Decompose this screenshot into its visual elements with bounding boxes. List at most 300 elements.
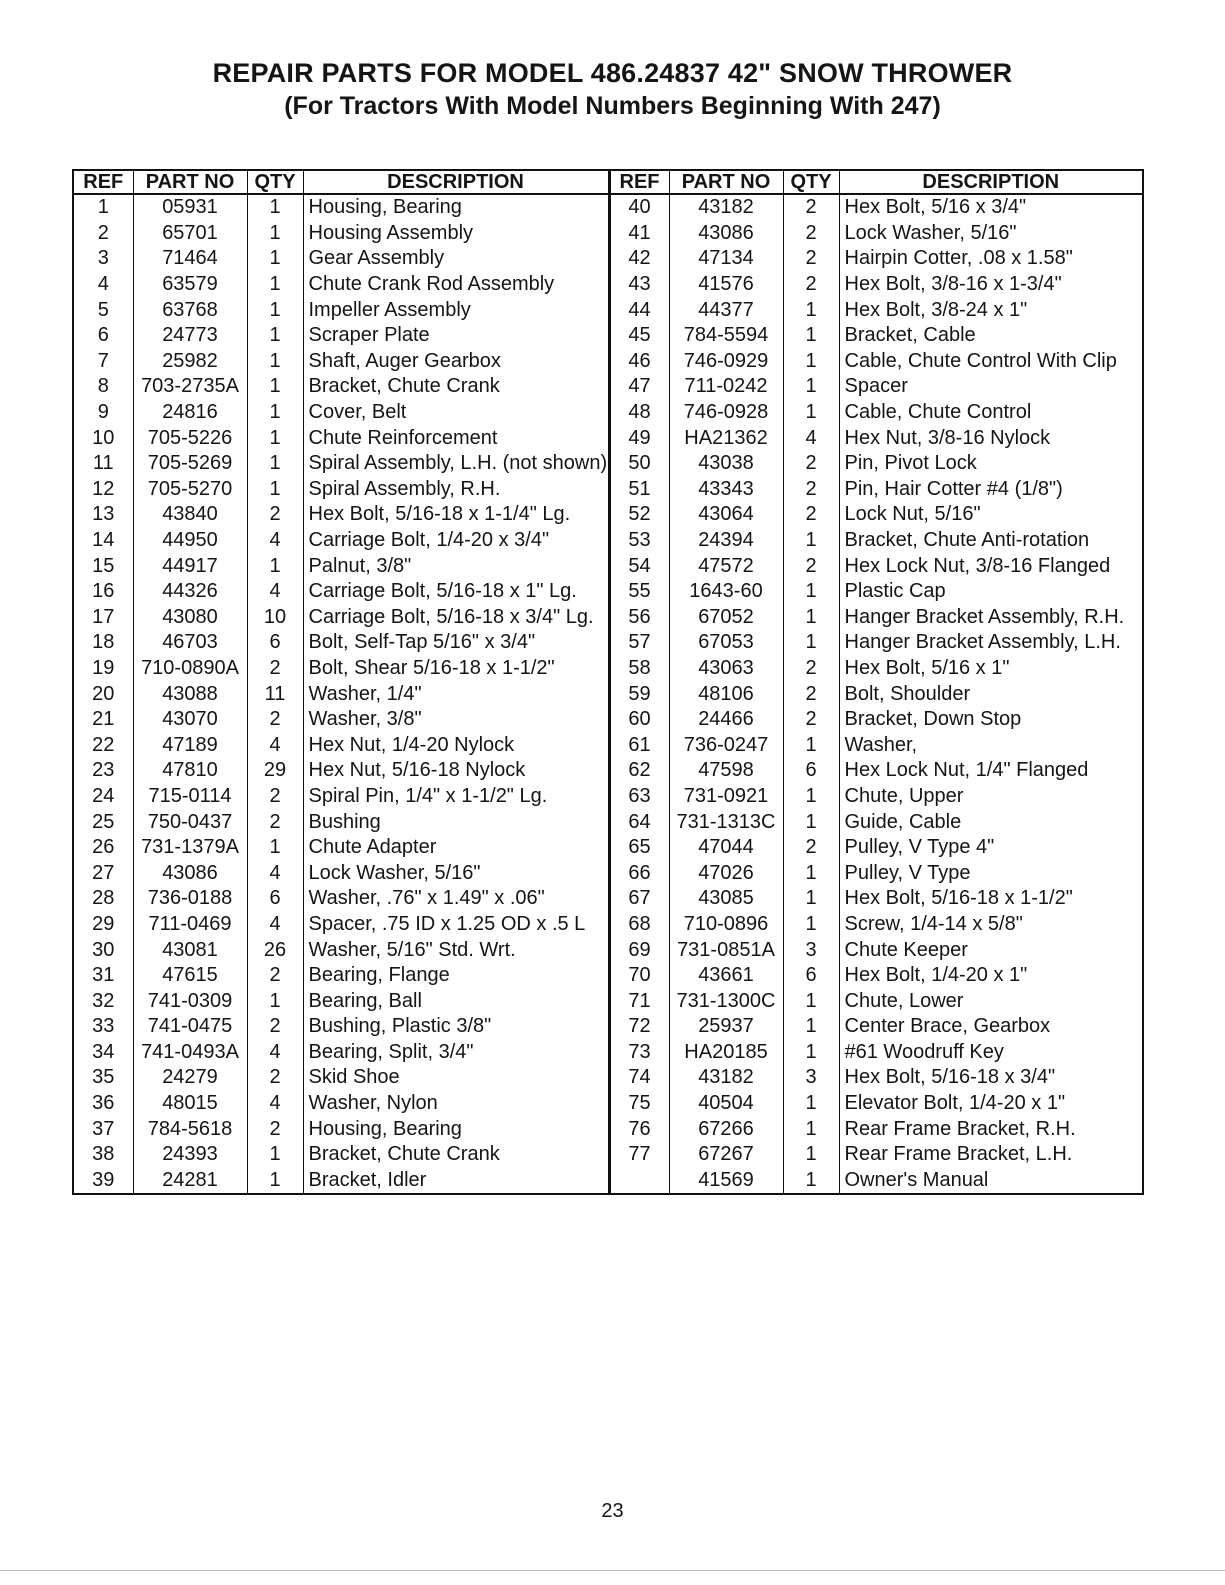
qty-cell: 1	[247, 400, 303, 426]
part-no-cell: 67267	[669, 1142, 783, 1168]
part-no-cell: 741-0475	[133, 1014, 247, 1040]
ref-cell: 24	[73, 784, 133, 810]
part-no-cell: 784-5618	[133, 1116, 247, 1142]
part-no-cell: 1643-60	[669, 579, 783, 605]
part-no-cell: 48106	[669, 681, 783, 707]
part-no-cell: 43064	[669, 502, 783, 528]
description-cell: Palnut, 3/8"	[303, 553, 609, 579]
table-row	[73, 707, 1143, 733]
description-cell: Hex Bolt, 5/16 x 3/4"	[839, 194, 1143, 221]
qty-cell: 3	[783, 937, 839, 963]
ref-cell: 2	[73, 221, 133, 247]
part-no-cell: 43080	[133, 605, 247, 631]
description-cell: Rear Frame Bracket, R.H.	[839, 1116, 1143, 1142]
ref-cell: 50	[609, 451, 669, 477]
qty-cell: 11	[247, 681, 303, 707]
description-cell: Hanger Bracket Assembly, L.H.	[839, 630, 1143, 656]
ref-cell: 19	[73, 656, 133, 682]
table-row	[73, 681, 1143, 707]
part-no-cell: 44917	[133, 553, 247, 579]
part-no-cell: 05931	[133, 194, 247, 221]
part-no-cell: 784-5594	[669, 323, 783, 349]
qty-cell: 1	[783, 605, 839, 631]
description-cell: Bearing, Ball	[303, 988, 609, 1014]
ref-cell: 13	[73, 502, 133, 528]
part-no-cell: 710-0896	[669, 912, 783, 938]
description-cell: Housing, Bearing	[303, 1116, 609, 1142]
ref-cell: 60	[609, 707, 669, 733]
part-no-cell: 741-0309	[133, 988, 247, 1014]
part-no-cell: 43081	[133, 937, 247, 963]
table-row	[73, 809, 1143, 835]
table-row	[73, 963, 1143, 989]
parts-table	[72, 169, 1144, 1195]
part-no-cell: 43840	[133, 502, 247, 528]
ref-cell: 9	[73, 400, 133, 426]
part-no-cell: 41569	[669, 1168, 783, 1195]
qty-cell: 2	[783, 553, 839, 579]
ref-cell: 36	[73, 1091, 133, 1117]
table-row	[73, 784, 1143, 810]
part-no-cell: 715-0114	[133, 784, 247, 810]
description-cell: Bracket, Chute Anti-rotation	[839, 528, 1143, 554]
ref-cell: 22	[73, 732, 133, 758]
part-no-cell: 43038	[669, 451, 783, 477]
description-cell: Scraper Plate	[303, 323, 609, 349]
description-cell: Hairpin Cotter, .08 x 1.58"	[839, 246, 1143, 272]
qty-cell: 2	[247, 1014, 303, 1040]
qty-cell: 1	[247, 425, 303, 451]
ref-cell: 65	[609, 835, 669, 861]
description-cell: Carriage Bolt, 5/16-18 x 3/4" Lg.	[303, 605, 609, 631]
qty-cell: 2	[247, 809, 303, 835]
ref-cell: 7	[73, 349, 133, 375]
description-cell: Washer, Nylon	[303, 1091, 609, 1117]
ref-cell: 12	[73, 477, 133, 503]
ref-cell: 30	[73, 937, 133, 963]
part-no-cell: 71464	[133, 246, 247, 272]
ref-cell: 62	[609, 758, 669, 784]
part-no-cell: 731-0921	[669, 784, 783, 810]
ref-cell: 16	[73, 579, 133, 605]
qty-cell: 1	[247, 477, 303, 503]
ref-cell: 49	[609, 425, 669, 451]
description-cell: Pulley, V Type 4"	[839, 835, 1143, 861]
part-no-cell: 736-0247	[669, 732, 783, 758]
part-no-cell: 24816	[133, 400, 247, 426]
table-row	[73, 374, 1143, 400]
table-row	[73, 1168, 1143, 1195]
ref-cell: 20	[73, 681, 133, 707]
table-row	[73, 835, 1143, 861]
description-cell: Bracket, Chute Crank	[303, 1142, 609, 1168]
ref-cell: 32	[73, 988, 133, 1014]
ref-cell: 73	[609, 1040, 669, 1066]
ref-cell: 48	[609, 400, 669, 426]
part-no-cell: 24394	[669, 528, 783, 554]
table-row	[73, 912, 1143, 938]
part-no-cell: 41576	[669, 272, 783, 298]
ref-cell: 21	[73, 707, 133, 733]
qty-cell: 1	[783, 1014, 839, 1040]
description-cell: Hex Bolt, 5/16 x 1"	[839, 656, 1143, 682]
qty-cell: 1	[783, 400, 839, 426]
qty-cell: 2	[783, 194, 839, 221]
description-cell: Pin, Pivot Lock	[839, 451, 1143, 477]
description-cell: Spiral Pin, 1/4" x 1-1/2" Lg.	[303, 784, 609, 810]
description-cell: Hex Nut, 3/8-16 Nylock	[839, 425, 1143, 451]
ref-cell: 56	[609, 605, 669, 631]
table-row	[73, 502, 1143, 528]
description-cell: Lock Washer, 5/16"	[839, 221, 1143, 247]
qty-cell: 4	[247, 528, 303, 554]
description-cell: Chute, Lower	[839, 988, 1143, 1014]
ref-cell: 46	[609, 349, 669, 375]
part-no-cell: 47134	[669, 246, 783, 272]
table-row	[73, 860, 1143, 886]
description-cell: Bearing, Split, 3/4"	[303, 1040, 609, 1066]
qty-cell: 1	[247, 451, 303, 477]
description-cell: Washer,	[839, 732, 1143, 758]
qty-cell: 1	[783, 1168, 839, 1195]
part-no-cell: 43661	[669, 963, 783, 989]
ref-cell: 44	[609, 297, 669, 323]
qty-cell: 1	[247, 246, 303, 272]
part-no-cell: 44950	[133, 528, 247, 554]
ref-cell: 64	[609, 809, 669, 835]
qty-cell: 1	[783, 579, 839, 605]
description-cell: Carriage Bolt, 5/16-18 x 1" Lg.	[303, 579, 609, 605]
qty-cell: 1	[783, 988, 839, 1014]
part-no-cell: 25982	[133, 349, 247, 375]
qty-cell: 1	[783, 784, 839, 810]
description-cell: Hex Lock Nut, 3/8-16 Flanged	[839, 553, 1143, 579]
qty-cell: 1	[783, 297, 839, 323]
ref-cell: 3	[73, 246, 133, 272]
description-cell: Cable, Chute Control With Clip	[839, 349, 1143, 375]
description-cell: Lock Washer, 5/16"	[303, 860, 609, 886]
qty-cell: 4	[247, 1040, 303, 1066]
part-no-cell: 43086	[133, 860, 247, 886]
column-header-qty: QTY	[247, 170, 303, 194]
qty-cell: 4	[247, 860, 303, 886]
part-no-cell: 24281	[133, 1168, 247, 1195]
part-no-cell: 731-1313C	[669, 809, 783, 835]
ref-cell: 42	[609, 246, 669, 272]
qty-cell: 2	[247, 784, 303, 810]
ref-cell: 28	[73, 886, 133, 912]
ref-cell: 41	[609, 221, 669, 247]
part-no-cell: 736-0188	[133, 886, 247, 912]
ref-cell: 6	[73, 323, 133, 349]
qty-cell: 2	[783, 221, 839, 247]
ref-cell: 4	[73, 272, 133, 298]
part-no-cell: 47189	[133, 732, 247, 758]
description-cell: Impeller Assembly	[303, 297, 609, 323]
qty-cell: 4	[783, 425, 839, 451]
description-cell: Cable, Chute Control	[839, 400, 1143, 426]
ref-cell: 18	[73, 630, 133, 656]
table-row	[73, 349, 1143, 375]
page-subtitle: (For Tractors With Model Numbers Beginning With 247)	[284, 92, 941, 120]
qty-cell: 4	[247, 1091, 303, 1117]
qty-cell: 2	[783, 502, 839, 528]
description-cell: Bracket, Cable	[839, 323, 1143, 349]
qty-cell: 1	[247, 374, 303, 400]
table-row	[73, 246, 1143, 272]
ref-cell: 55	[609, 579, 669, 605]
qty-cell: 1	[247, 835, 303, 861]
part-no-cell: 47810	[133, 758, 247, 784]
ref-cell: 29	[73, 912, 133, 938]
qty-cell: 29	[247, 758, 303, 784]
table-row	[73, 1014, 1143, 1040]
ref-cell: 27	[73, 860, 133, 886]
description-cell: Chute, Upper	[839, 784, 1143, 810]
qty-cell: 10	[247, 605, 303, 631]
description-cell: Elevator Bolt, 1/4-20 x 1"	[839, 1091, 1143, 1117]
table-row	[73, 605, 1143, 631]
qty-cell: 1	[247, 349, 303, 375]
part-no-cell: 731-1379A	[133, 835, 247, 861]
ref-cell: 25	[73, 809, 133, 835]
part-no-cell: 40504	[669, 1091, 783, 1117]
description-cell: Hex Nut, 5/16-18 Nylock	[303, 758, 609, 784]
table-row	[73, 323, 1143, 349]
part-no-cell: 67266	[669, 1116, 783, 1142]
description-cell: Hex Bolt, 3/8-16 x 1-3/4"	[839, 272, 1143, 298]
description-cell: Bolt, Shear 5/16-18 x 1-1/2"	[303, 656, 609, 682]
part-no-cell: 63768	[133, 297, 247, 323]
description-cell: Plastic Cap	[839, 579, 1143, 605]
description-cell: Shaft, Auger Gearbox	[303, 349, 609, 375]
part-no-cell: 731-0851A	[669, 937, 783, 963]
qty-cell: 1	[783, 886, 839, 912]
part-no-cell: 47615	[133, 963, 247, 989]
parts-table-body	[73, 194, 1143, 1194]
table-row	[73, 732, 1143, 758]
table-row	[73, 221, 1143, 247]
description-cell: Cover, Belt	[303, 400, 609, 426]
ref-cell: 53	[609, 528, 669, 554]
part-no-cell: 44326	[133, 579, 247, 605]
qty-cell: 3	[783, 1065, 839, 1091]
description-cell: Spiral Assembly, R.H.	[303, 477, 609, 503]
ref-cell: 35	[73, 1065, 133, 1091]
description-cell: Chute Reinforcement	[303, 425, 609, 451]
qty-cell: 2	[247, 707, 303, 733]
qty-cell: 2	[247, 656, 303, 682]
qty-cell: 2	[783, 272, 839, 298]
table-row	[73, 400, 1143, 426]
table-row	[73, 579, 1143, 605]
qty-cell: 2	[783, 246, 839, 272]
ref-cell: 58	[609, 656, 669, 682]
ref-cell: 52	[609, 502, 669, 528]
ref-cell: 17	[73, 605, 133, 631]
description-cell: Owner's Manual	[839, 1168, 1143, 1195]
part-no-cell: 24279	[133, 1065, 247, 1091]
page-edge-line	[0, 1570, 1225, 1571]
description-cell: Spacer	[839, 374, 1143, 400]
part-no-cell: 67053	[669, 630, 783, 656]
description-cell: Bracket, Down Stop	[839, 707, 1143, 733]
description-cell: Screw, 1/4-14 x 5/8"	[839, 912, 1143, 938]
ref-cell: 37	[73, 1116, 133, 1142]
part-no-cell: 65701	[133, 221, 247, 247]
qty-cell: 1	[247, 297, 303, 323]
qty-cell: 6	[783, 963, 839, 989]
column-header-ref: REF	[609, 170, 669, 194]
table-row	[73, 553, 1143, 579]
ref-cell: 39	[73, 1168, 133, 1195]
table-row	[73, 528, 1143, 554]
part-no-cell: 44377	[669, 297, 783, 323]
ref-cell: 23	[73, 758, 133, 784]
table-row	[73, 886, 1143, 912]
qty-cell: 1	[783, 1116, 839, 1142]
column-header-ref: REF	[73, 170, 133, 194]
column-header-description: DESCRIPTION	[839, 170, 1143, 194]
qty-cell: 1	[783, 1091, 839, 1117]
table-row	[73, 1116, 1143, 1142]
ref-cell: 8	[73, 374, 133, 400]
ref-cell: 1	[73, 194, 133, 221]
part-no-cell: 25937	[669, 1014, 783, 1040]
qty-cell: 4	[247, 912, 303, 938]
part-no-cell: 43063	[669, 656, 783, 682]
qty-cell: 6	[247, 886, 303, 912]
qty-cell: 1	[783, 1142, 839, 1168]
ref-cell: 76	[609, 1116, 669, 1142]
part-no-cell: 746-0928	[669, 400, 783, 426]
description-cell: Rear Frame Bracket, L.H.	[839, 1142, 1143, 1168]
qty-cell: 1	[247, 194, 303, 221]
part-no-cell: 705-5226	[133, 425, 247, 451]
description-cell: Hanger Bracket Assembly, R.H.	[839, 605, 1143, 631]
qty-cell: 1	[783, 528, 839, 554]
table-row	[73, 451, 1143, 477]
qty-cell: 4	[247, 732, 303, 758]
column-header-qty: QTY	[783, 170, 839, 194]
qty-cell: 1	[783, 1040, 839, 1066]
description-cell: Lock Nut, 5/16"	[839, 502, 1143, 528]
qty-cell: 1	[247, 1168, 303, 1195]
ref-cell: 63	[609, 784, 669, 810]
ref-cell: 68	[609, 912, 669, 938]
description-cell: Washer, .76" x 1.49" x .06"	[303, 886, 609, 912]
part-no-cell: 24393	[133, 1142, 247, 1168]
part-no-cell: 711-0469	[133, 912, 247, 938]
description-cell: Chute Crank Rod Assembly	[303, 272, 609, 298]
part-no-cell: 43182	[669, 1065, 783, 1091]
ref-cell: 43	[609, 272, 669, 298]
description-cell: Bracket, Idler	[303, 1168, 609, 1195]
description-cell: Hex Bolt, 3/8-24 x 1"	[839, 297, 1143, 323]
qty-cell: 1	[783, 374, 839, 400]
part-no-cell: 24466	[669, 707, 783, 733]
ref-cell: 77	[609, 1142, 669, 1168]
qty-cell: 2	[247, 963, 303, 989]
qty-cell: 2	[247, 502, 303, 528]
description-cell: Bracket, Chute Crank	[303, 374, 609, 400]
ref-cell: 66	[609, 860, 669, 886]
table-row	[73, 656, 1143, 682]
qty-cell: 2	[783, 451, 839, 477]
ref-cell: 33	[73, 1014, 133, 1040]
table-row	[73, 630, 1143, 656]
part-no-cell: 43070	[133, 707, 247, 733]
table-row	[73, 758, 1143, 784]
description-cell: Washer, 3/8"	[303, 707, 609, 733]
part-no-cell: 731-1300C	[669, 988, 783, 1014]
part-no-cell: 711-0242	[669, 374, 783, 400]
part-no-cell: 47572	[669, 553, 783, 579]
description-cell: #61 Woodruff Key	[839, 1040, 1143, 1066]
description-cell: Bolt, Shoulder	[839, 681, 1143, 707]
qty-cell: 2	[783, 477, 839, 503]
part-no-cell: 43085	[669, 886, 783, 912]
qty-cell: 6	[783, 758, 839, 784]
table-row	[73, 988, 1143, 1014]
description-cell: Hex Lock Nut, 1/4" Flanged	[839, 758, 1143, 784]
description-cell: Bolt, Self-Tap 5/16" x 3/4"	[303, 630, 609, 656]
part-no-cell: 47026	[669, 860, 783, 886]
description-cell: Washer, 1/4"	[303, 681, 609, 707]
qty-cell: 1	[783, 912, 839, 938]
qty-cell: 1	[783, 860, 839, 886]
description-cell: Center Brace, Gearbox	[839, 1014, 1143, 1040]
part-no-cell: 63579	[133, 272, 247, 298]
ref-cell: 51	[609, 477, 669, 503]
qty-cell: 1	[247, 272, 303, 298]
ref-cell: 38	[73, 1142, 133, 1168]
qty-cell: 2	[783, 681, 839, 707]
description-cell: Bushing, Plastic 3/8"	[303, 1014, 609, 1040]
description-cell: Carriage Bolt, 1/4-20 x 3/4"	[303, 528, 609, 554]
part-no-cell: 43182	[669, 194, 783, 221]
column-header-part-no: PART NO	[669, 170, 783, 194]
qty-cell: 4	[247, 579, 303, 605]
qty-cell: 2	[783, 656, 839, 682]
part-no-cell: 24773	[133, 323, 247, 349]
table-row	[73, 937, 1143, 963]
part-no-cell: 705-5269	[133, 451, 247, 477]
ref-cell: 47	[609, 374, 669, 400]
part-no-cell: 710-0890A	[133, 656, 247, 682]
description-cell: Guide, Cable	[839, 809, 1143, 835]
description-cell: Hex Bolt, 5/16-18 x 1-1/2"	[839, 886, 1143, 912]
qty-cell: 26	[247, 937, 303, 963]
ref-cell: 34	[73, 1040, 133, 1066]
table-row	[73, 1065, 1143, 1091]
ref-cell: 5	[73, 297, 133, 323]
table-row	[73, 425, 1143, 451]
ref-cell: 74	[609, 1065, 669, 1091]
ref-cell: 71	[609, 988, 669, 1014]
ref-cell: 69	[609, 937, 669, 963]
part-no-cell: 705-5270	[133, 477, 247, 503]
qty-cell: 1	[783, 349, 839, 375]
description-cell: Gear Assembly	[303, 246, 609, 272]
qty-cell: 6	[247, 630, 303, 656]
description-cell: Washer, 5/16" Std. Wrt.	[303, 937, 609, 963]
qty-cell: 1	[247, 988, 303, 1014]
part-no-cell: 703-2735A	[133, 374, 247, 400]
description-cell: Skid Shoe	[303, 1065, 609, 1091]
ref-cell	[609, 1168, 669, 1195]
part-no-cell: 750-0437	[133, 809, 247, 835]
